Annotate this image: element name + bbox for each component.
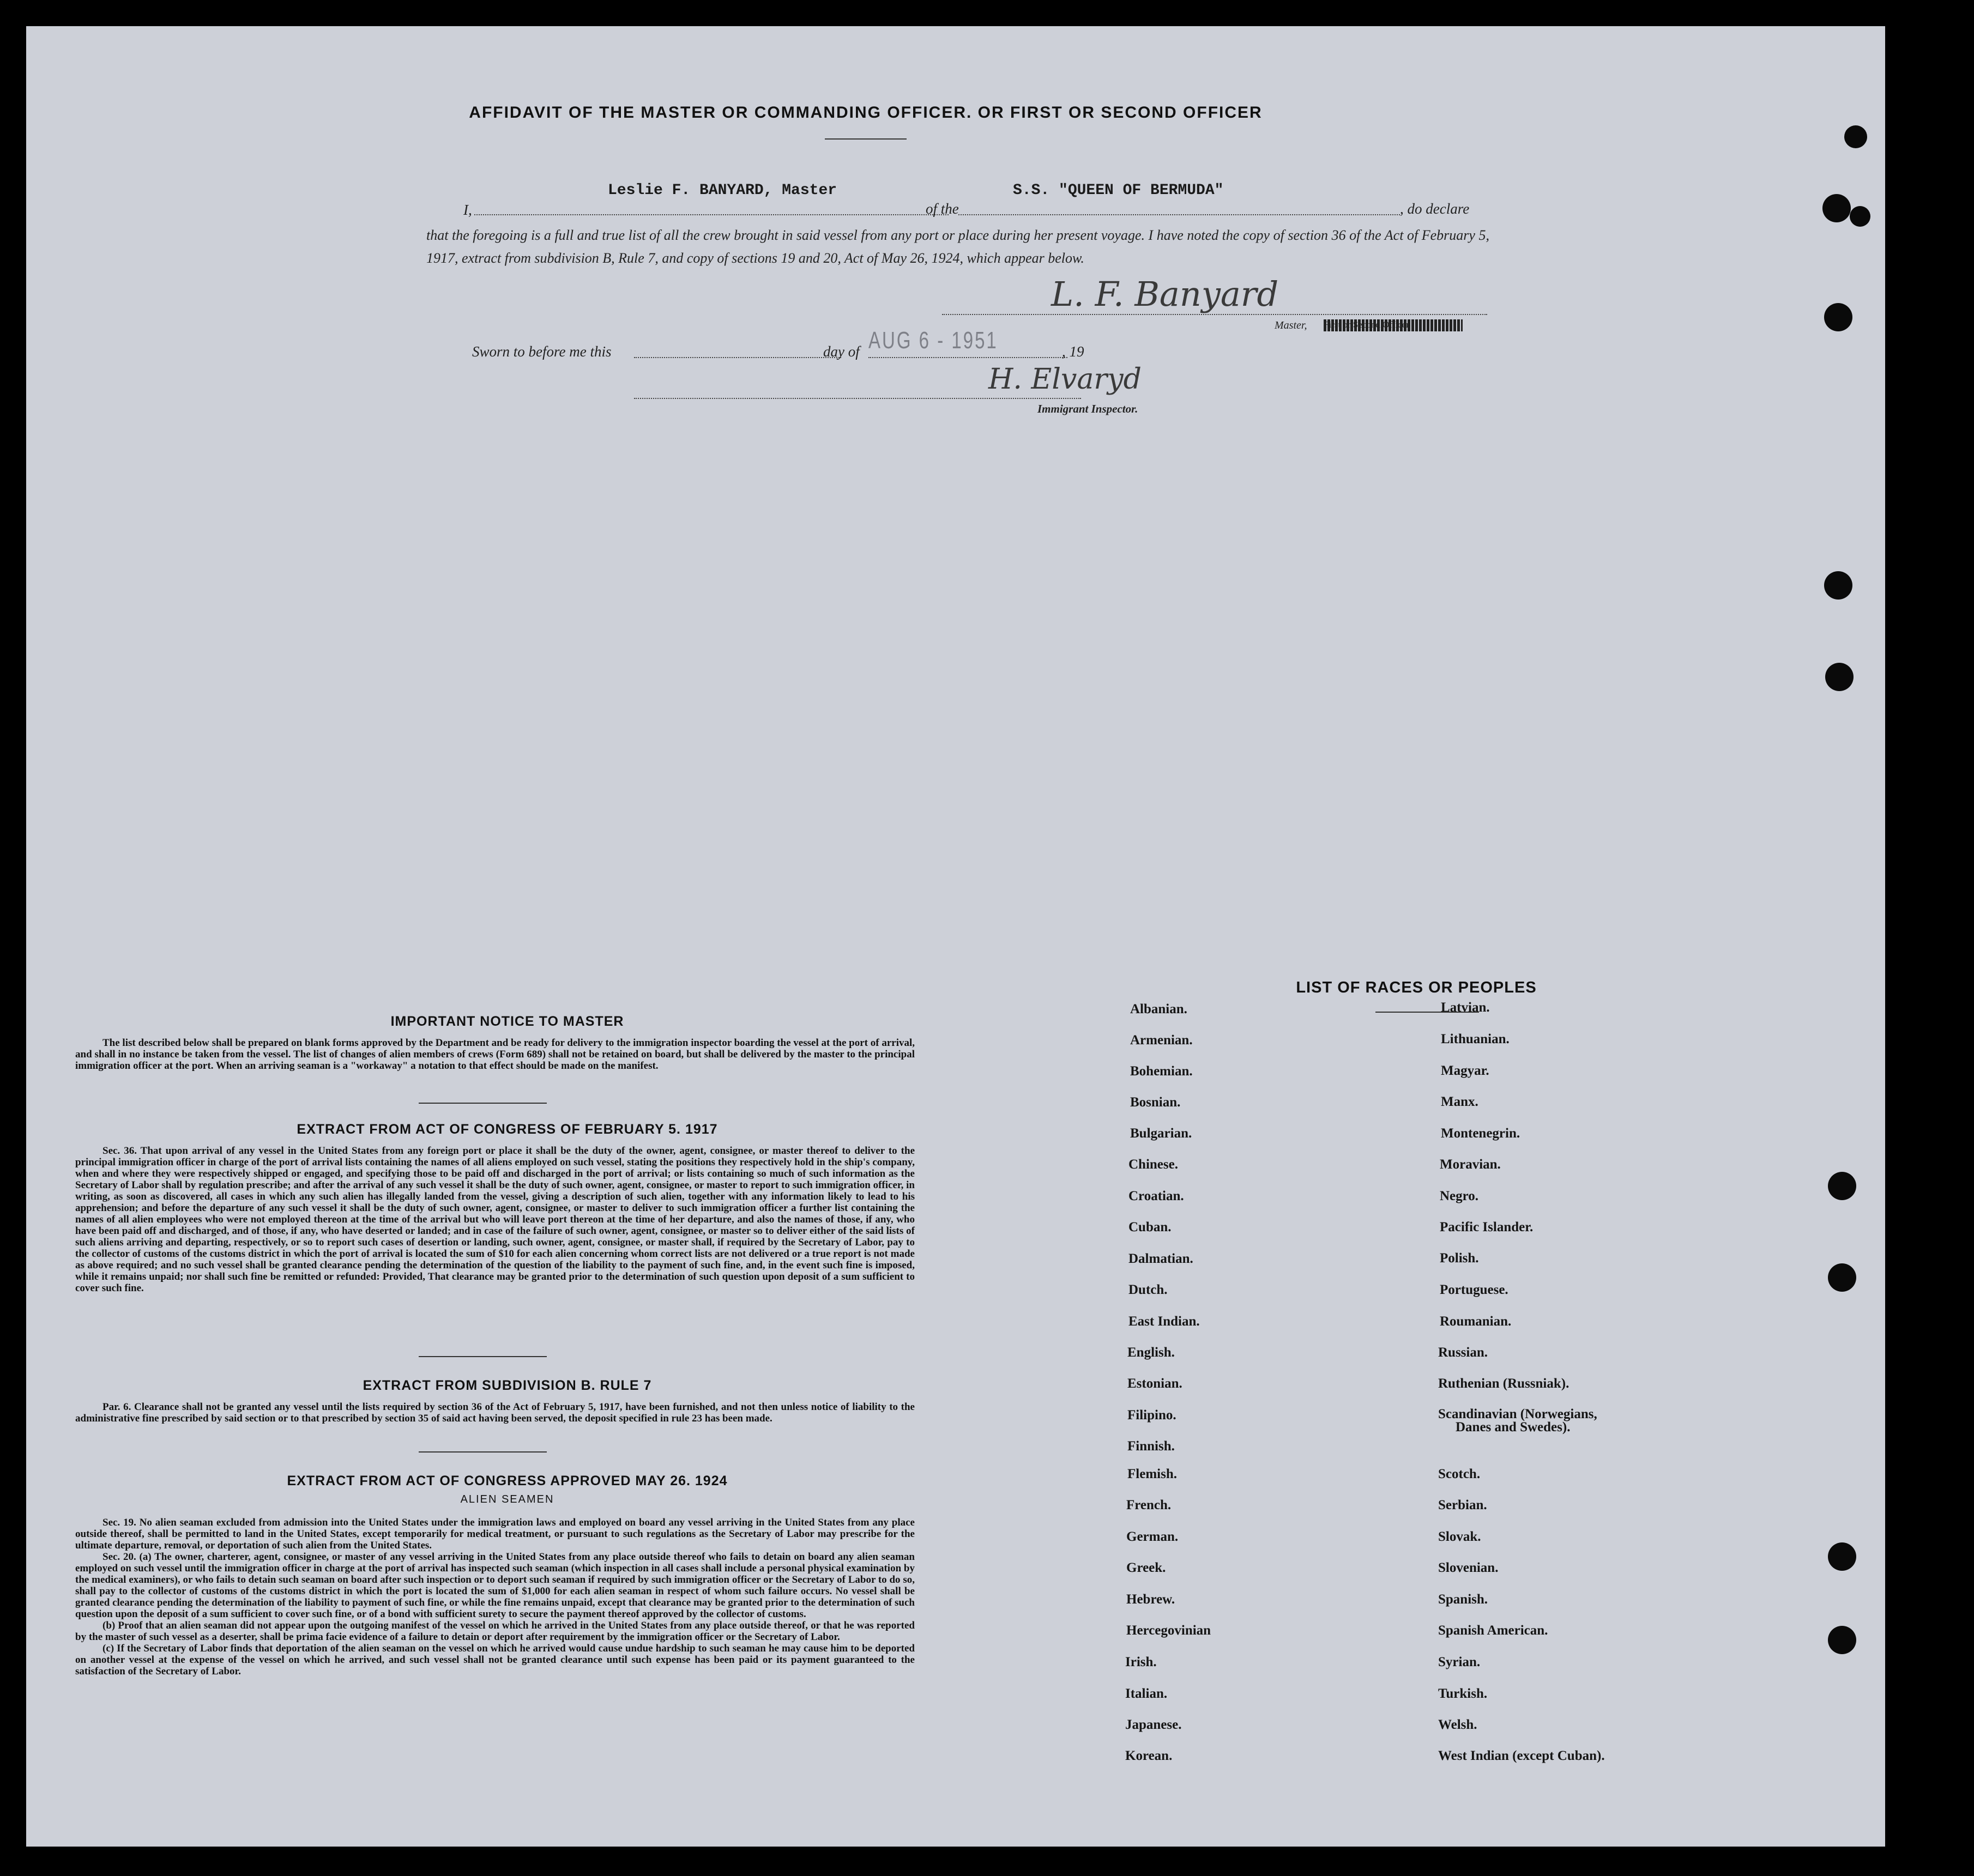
punch-hole [1824, 303, 1852, 331]
race-item-left: Albanian. [1130, 1002, 1187, 1016]
race-item-left: Filipino. [1127, 1408, 1176, 1423]
race-item-left: Hercegovinian [1126, 1623, 1211, 1638]
race-item-right: Serbian. [1438, 1498, 1487, 1512]
race-item-left: Cuban. [1128, 1220, 1172, 1234]
punch-hole [1822, 194, 1851, 222]
race-item-right: Scotch. [1438, 1467, 1481, 1481]
race-item-right: Magyar. [1441, 1063, 1489, 1078]
race-item-right: Syrian. [1438, 1655, 1481, 1669]
race-item-right: Latvian. [1441, 1000, 1490, 1015]
punch-hole [1828, 1626, 1856, 1654]
race-item-left: Finnish. [1127, 1439, 1175, 1454]
race-item-right: Negro. [1440, 1189, 1479, 1203]
punch-hole [1844, 125, 1867, 148]
extract-1924-title: EXTRACT FROM ACT OF CONGRESS APPROVED MAY 26. 1924 [287, 1473, 728, 1488]
punch-hole [1824, 571, 1852, 600]
race-item-left: Korean. [1125, 1748, 1173, 1763]
inspector-label: Immigrant Inspector. [1037, 402, 1138, 415]
race-item-left: Bulgarian. [1130, 1126, 1192, 1141]
race-item-right: Slovenian. [1438, 1560, 1499, 1575]
race-item-left: Irish. [1125, 1655, 1157, 1669]
race-item-left: Greek. [1126, 1560, 1166, 1575]
section-divider [419, 1451, 547, 1453]
sec20c-text: (c) If the Secretary of Labor finds that deportation of the alien seaman on the vessel on which he arrived would cause undue hardship to such seaman he may cause him to be deported on another vessel at the expense of the vessel on which he arrived, and such vessel shall not be granted clearance until such expense has been paid or its payment guaranteed to the satisfaction of the Secretary of Labor. [75, 1643, 915, 1677]
race-item-right: Montenegrin. [1441, 1126, 1520, 1141]
race-item-right: Pacific Islander. [1440, 1220, 1534, 1234]
title-divider [825, 138, 907, 140]
date-stamp: AUG 6 - 1951 [868, 327, 998, 354]
affidavit-body: that the foregoing is a full and true list of all the crew brought in said vessel from any port or place during her present voyage. I have noted the copy of section 36 of the Act of February 5, 1917, extract from subdivision B, Rule 7, and copy of sections 19 and 20, Act of May 26, 1924, which appear below. [426, 227, 1489, 266]
race-item-right: Danes and Swedes). [1456, 1420, 1571, 1435]
punch-hole [1828, 1172, 1856, 1200]
vessel-name-field: S.S. "QUEEN OF BERMUDA" [1013, 182, 1224, 199]
notice-text: The list described below shall be prepared on blank forms approved by the Department and be ready for delivery to the immigration inspector boarding the vessel at the port of arrival, and shall in no instance be taken from the vessel. The list of changes of alien members of crews (Form 689) shall not be retained on board, but shall be delivered by the master to the principal immigration officer at the port. When an arriving seaman is a "workaway" a notation to that effect should be made on the manifest. [75, 1037, 915, 1072]
race-item-left: Hebrew. [1126, 1592, 1175, 1607]
race-item-right: Scandinavian (Norwegians, [1438, 1407, 1597, 1421]
master-label: Master, [1275, 319, 1307, 331]
race-item-right: Russian. [1438, 1345, 1488, 1360]
sworn-label: Sworn to before me this [472, 343, 612, 360]
race-item-right: Slovak. [1438, 1529, 1481, 1544]
race-item-right: Spanish American. [1438, 1623, 1548, 1638]
struck-officer-title: First or Second Officer [1324, 319, 1463, 331]
race-item-right: Portuguese. [1440, 1282, 1508, 1297]
sec20a-text: Sec. 20. (a) The owner, charterer, agent, consignee, or master of any vessel arriving in the United States from any place outside thereof who fails to detain on board any alien seaman employed on such vessel until the immigration officer in charge at the port of arrival has inspected such seaman (which inspection in all cases shall include a personal physical examination by the medical examiners), or who fails to detain such seaman on board after such inspection or to deport such seaman if required by such immigration officer or the Secretary of Labor to do so, shall pay to the collector of customs of the customs district in which the port is located the sum of $1,000 for each alien seaman in respect of whom such failure occurs. No vessel shall be granted clearance pending the determination of the liability to payment of such fine, or while the fine remains unpaid, except that clearance may be granted prior to the determination of such question upon the deposit of a sum sufficient to cover such fine, or of a bond with sufficient surety to secure the payment thereof approved by the collector of customs. [75, 1551, 915, 1620]
race-item-left: Armenian. [1130, 1033, 1193, 1048]
of-the-label: of the [926, 201, 959, 217]
sec19-text: Sec. 19. No alien seaman excluded from admission into the United States under the immigration laws and employed on board any vessel arriving in the United States from any place outside thereof, shall be permitted to land in the United States, except temporarily for medical treatment, or pursuant to such regulations as the Secretary of Labor may prescribe for the ultimate departure, removal, or deportation of such alien from the United States. [75, 1517, 915, 1551]
punch-hole [1828, 1263, 1856, 1292]
affidavit-title: AFFIDAVIT OF THE MASTER OR COMMANDING OFFICER. OR FIRST OR SECOND OFFICER [469, 104, 1263, 122]
notice-title: IMPORTANT NOTICE TO MASTER [390, 1014, 624, 1029]
section-divider [419, 1103, 547, 1104]
punch-hole [1828, 1542, 1856, 1571]
race-item-left: Bosnian. [1130, 1095, 1181, 1110]
race-item-right: Moravian. [1440, 1157, 1501, 1172]
punch-hole [1850, 206, 1870, 227]
document-page [26, 26, 1885, 1847]
race-item-left: Italian. [1125, 1686, 1168, 1701]
race-item-left: Dalmatian. [1128, 1251, 1193, 1266]
extract-rule7-text: Par. 6. Clearance shall not be granted any vessel until the lists required by section 36 of the Act of February 5, 1917, have been furnished, and not then unless notice of liability to the administrative fine prescribed by said section or to that prescribed by section 35 of said act having been served, the deposit specified in rule 23 has been made. [75, 1401, 915, 1424]
race-item-left: English. [1127, 1345, 1175, 1360]
race-item-left: Chinese. [1128, 1157, 1178, 1172]
race-item-left: East Indian. [1128, 1314, 1200, 1329]
inspector-signature: H. Elvaryd [988, 363, 1142, 396]
race-item-left: Bohemian. [1130, 1064, 1193, 1079]
race-item-left: French. [1126, 1498, 1172, 1512]
race-item-left: German. [1126, 1529, 1179, 1544]
year-prefix: , 19 [1062, 343, 1084, 360]
alien-seamen-subtitle: ALIEN SEAMEN [460, 1493, 554, 1505]
extract-1917-title: EXTRACT FROM ACT OF CONGRESS OF FEBRUARY 5. 1917 [297, 1122, 718, 1137]
race-item-right: Ruthenian (Russniak). [1438, 1376, 1569, 1391]
race-item-right: Lithuanian. [1441, 1032, 1510, 1046]
day-of-label: day of [823, 343, 860, 360]
extract-1924-text [75, 1517, 915, 1677]
race-item-right: Roumanian. [1440, 1314, 1512, 1329]
race-item-left: Japanese. [1125, 1717, 1182, 1732]
race-item-right: Manx. [1441, 1094, 1478, 1109]
extract-rule7-title: EXTRACT FROM SUBDIVISION B. RULE 7 [363, 1378, 652, 1393]
do-declare-label: , do declare [1400, 201, 1470, 217]
race-item-right: Welsh. [1438, 1717, 1477, 1732]
race-item-right: Polish. [1440, 1251, 1479, 1266]
race-item-right: West Indian (except Cuban). [1438, 1748, 1605, 1763]
race-item-left: Croatian. [1128, 1189, 1184, 1203]
race-item-left: Flemish. [1127, 1467, 1177, 1481]
extract-1917-text: Sec. 36. That upon arrival of any vessel in the United States from any foreign port or place it shall be the duty of the owner, agent, consignee, or master thereof to deliver to the principal immigration officer in charge of the port of arrival lists containing the names of all aliens employed on such vessel, stating the positions they respectively hold in the ship's company, when and where they were respectively shipped or engaged, and specifying those to be paid off and discharged in the port of arrival; or lists containing so much of such information as the Secretary of Labor shall by regulation prescribe; and after the arrival of any such vessel it shall be the duty of such owner, agent, consignee, or master to report to such immigration officer, in writing, as soon as discovered, all cases in which any such alien has illegally landed from the vessel, giving a description of such alien, together with any information likely to lead to his apprehension; and before the departure of any such vessel it shall be the duty of such owner, agent, consignee, or master to deliver to such immigration officer a further list containing the names of all alien employees who were not employed thereon at the time of the arrival but who will leave port thereon at the time of her departure, and also the names of those, if any, who have been paid off and discharged, and of those, if any, who have deserted or landed; and in case of the failure of such owner, agent, consignee, or master so to deliver either of the said lists of such aliens arriving and departing, respectively, or so to report such cases of desertion or landing, such owner, agent, consignee, or master shall, if required by the Secretary of Labor, pay to the collector of customs of the customs district in which the port of arrival is located the sum of $10 for each alien concerning whom correct lists are not delivered or a true report is not made as above required; and no such vessel shall be granted clearance pending the determination of the question of the liability to the payment of such fine, and, in the event such fine is imposed, while it remains unpaid; nor shall such fine be remitted or refunded: Provided, That clearance may be granted prior to the determination of such question upon deposit of a sum sufficient to cover such fine. [75, 1145, 915, 1294]
races-title: LIST OF RACES OR PEOPLES [1296, 979, 1537, 996]
master-name-field: Leslie F. BANYARD, Master [608, 182, 837, 199]
sec20b-text: (b) Proof that an alien seaman did not appear upon the outgoing manifest of the vessel on which he arrived in the United States from any place outside thereof, or that he was reported by the master of such vessel as a deserter, shall be prima facie evidence of a failure to detain or deport after requirement by the immigration officer or the Secretary of Labor. [75, 1620, 915, 1643]
race-item-left: Estonian. [1127, 1376, 1182, 1391]
race-item-right: Spanish. [1438, 1592, 1488, 1607]
master-signature: L. F. Banyard [1051, 274, 1279, 314]
punch-hole [1825, 663, 1854, 691]
section-divider [419, 1356, 547, 1357]
race-item-left: Dutch. [1128, 1282, 1168, 1297]
affidavit-i-label: I, [463, 202, 472, 218]
race-item-right: Turkish. [1438, 1686, 1488, 1701]
